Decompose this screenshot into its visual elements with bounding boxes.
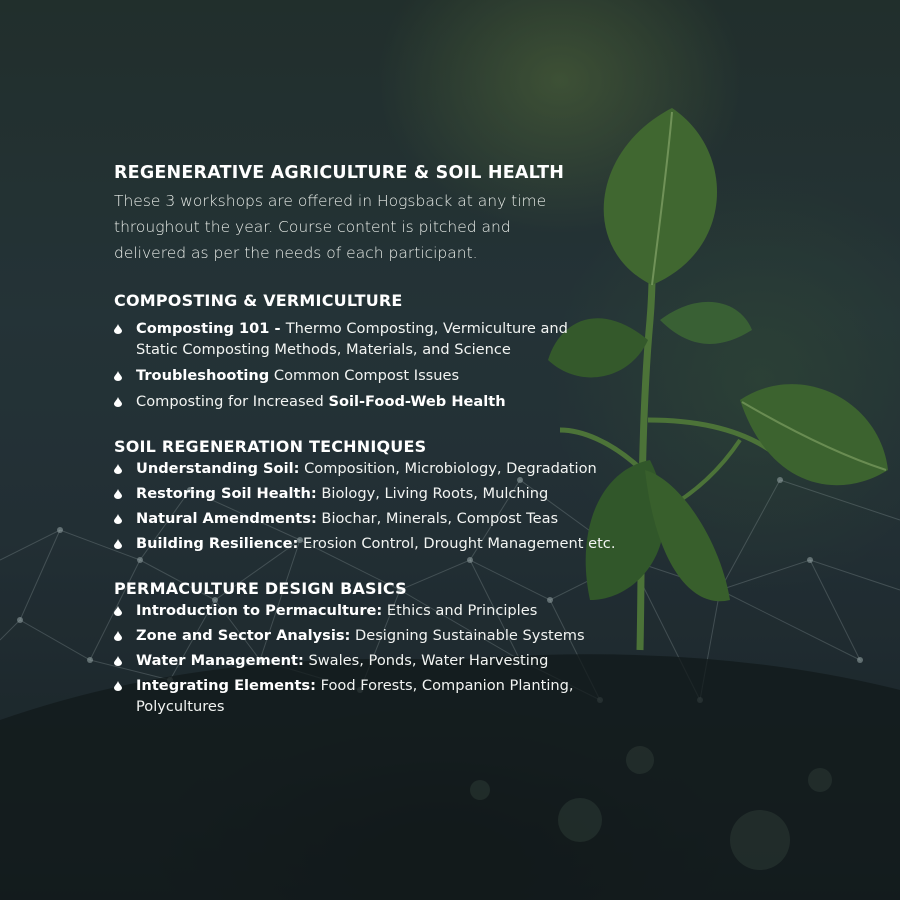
item-text: Biology, Living Roots, Mulching	[316, 485, 549, 502]
item-text: Erosion Control, Drought Management etc.	[298, 535, 616, 552]
item-bold: Water Management:	[136, 652, 304, 669]
item-continuation: Polycultures	[136, 698, 225, 715]
water-drop-icon	[114, 681, 122, 691]
item-text: Ethics and Principles	[382, 602, 538, 619]
item-bold: Introduction to Permaculture:	[136, 602, 383, 619]
water-drop-icon	[114, 514, 122, 524]
water-drop-icon	[114, 606, 122, 616]
item-bold: Composting 101 -	[136, 320, 286, 337]
page-title: REGENERATIVE AGRICULTURE & SOIL HEALTH	[114, 163, 565, 183]
section-permaculture	[114, 578, 674, 717]
list-item	[114, 391, 674, 412]
workshop-list	[114, 458, 674, 554]
item-bold: Natural Amendments:	[136, 510, 317, 527]
item-bold: Building Resilience:	[136, 535, 299, 552]
intro-text: These 3 workshops are offered in Hogsback at any time throughout the year. Course content is pitched and delivered as per the needs of each participant.	[114, 192, 547, 262]
item-text: Designing Sustainable Systems	[350, 627, 585, 644]
item-text: Food Forests, Companion Planting,	[315, 677, 574, 694]
water-drop-icon	[114, 539, 122, 549]
section-soil-regeneration	[114, 436, 674, 554]
workshop-list	[114, 600, 674, 717]
item-bold: Troubleshooting	[136, 367, 270, 384]
item-text: Biochar, Minerals, Compost Teas	[316, 510, 559, 527]
section-title: PERMACULTURE DESIGN BASICS	[114, 579, 407, 598]
item-bold: Zone and Sector Analysis:	[136, 627, 351, 644]
list-item	[114, 483, 674, 504]
section-title: SOIL REGENERATION TECHNIQUES	[114, 437, 427, 456]
item-bold: Soil-Food-Web Health	[328, 393, 506, 410]
list-item	[114, 675, 674, 717]
workshop-content	[114, 162, 674, 721]
water-drop-icon	[114, 489, 122, 499]
item-bold: Integrating Elements:	[136, 677, 316, 694]
list-item	[114, 600, 674, 621]
item-text: Composting for Increased	[136, 393, 329, 410]
list-item	[114, 650, 674, 671]
item-continuation: Static Composting Methods, Materials, and Science	[136, 341, 511, 358]
list-item	[114, 458, 674, 479]
workshop-list	[114, 318, 674, 412]
item-text: Common Compost Issues	[269, 367, 460, 384]
item-text: Thermo Composting, Vermiculture and	[285, 320, 568, 337]
list-item	[114, 318, 674, 360]
water-drop-icon	[114, 631, 122, 641]
list-item	[114, 533, 674, 554]
item-text: Swales, Ponds, Water Harvesting	[303, 652, 549, 669]
list-item	[114, 365, 674, 386]
section-composting	[114, 290, 674, 412]
item-bold: Understanding Soil:	[136, 460, 300, 477]
water-drop-icon	[114, 397, 122, 407]
water-drop-icon	[114, 656, 122, 666]
list-item	[114, 625, 674, 646]
item-text: Composition, Microbiology, Degradation	[299, 460, 597, 477]
water-drop-icon	[114, 464, 122, 474]
list-item	[114, 508, 674, 529]
item-bold: Restoring Soil Health:	[136, 485, 317, 502]
water-drop-icon	[114, 371, 122, 381]
water-drop-icon	[114, 324, 122, 334]
section-title: COMPOSTING & VERMICULTURE	[114, 291, 403, 310]
